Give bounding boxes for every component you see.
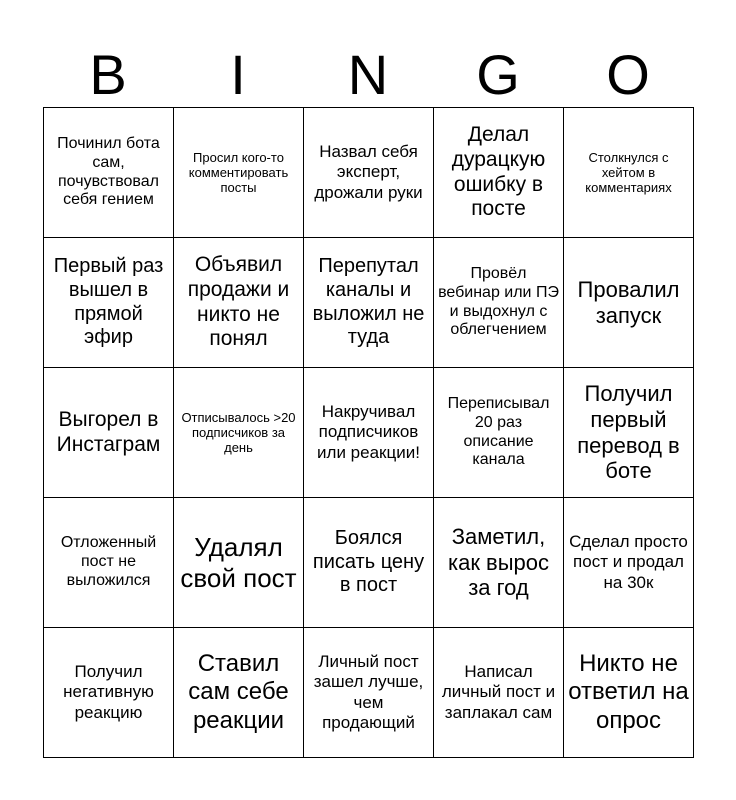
bingo-title [43,44,693,106]
bingo-cell[interactable]: Перепутал каналы и выложил не туда [304,238,434,368]
bingo-cell[interactable]: Накручивал подписчиков или реакции! [304,368,434,498]
bingo-cell[interactable]: Удалял свой пост [174,498,304,628]
board-row [44,108,694,238]
board-row [44,238,694,368]
bingo-cell[interactable]: Получил первый перевод в боте [564,368,694,498]
bingo-cell[interactable]: Отписывалось >20 подписчиков за день [174,368,304,498]
title-letter-i: I [230,43,246,106]
bingo-cell[interactable]: Написал личный пост и заплакал сам [434,628,564,758]
bingo-cell[interactable]: Никто не ответил на опрос [564,628,694,758]
bingo-cell[interactable]: Получил негативную реакцию [44,628,174,758]
title-letter-n: N [347,43,389,106]
bingo-cell[interactable]: Столкнулся с хейтом в комментариях [564,108,694,238]
bingo-cell[interactable]: Починил бота сам, почувствовал себя гением [44,108,174,238]
bingo-cell[interactable]: Ставил сам себе реакции [174,628,304,758]
bingo-cell[interactable]: Первый раз вышел в прямой эфир [44,238,174,368]
bingo-cell[interactable]: Провёл вебинар или ПЭ и выдохнул с облегчением [434,238,564,368]
bingo-cell[interactable]: Заметил, как вырос за год [434,498,564,628]
bingo-cell[interactable]: Провалил запуск [564,238,694,368]
bingo-cell[interactable]: Переписывал 20 раз описание канала [434,368,564,498]
title-letter-b: B [89,43,127,106]
title-letter-o: O [606,43,650,106]
bingo-cell[interactable]: Боялся писать цену в пост [304,498,434,628]
board-row [44,368,694,498]
bingo-board [43,107,694,758]
bingo-cell[interactable]: Делал дурацкую ошибку в посте [434,108,564,238]
title-letter-g: G [476,43,520,106]
board-row [44,628,694,758]
bingo-cell[interactable]: Просил кого-то комментировать посты [174,108,304,238]
bingo-cell[interactable]: Личный пост зашел лучше, чем продающий [304,628,434,758]
bingo-cell[interactable]: Объявил продажи и никто не понял [174,238,304,368]
bingo-cell[interactable]: Назвал себя эксперт, дрожали руки [304,108,434,238]
bingo-cell[interactable]: Выгорел в Инстаграм [44,368,174,498]
bingo-cell[interactable]: Отложенный пост не выложился [44,498,174,628]
board-row [44,498,694,628]
bingo-cell[interactable]: Сделал просто пост и продал на 30к [564,498,694,628]
